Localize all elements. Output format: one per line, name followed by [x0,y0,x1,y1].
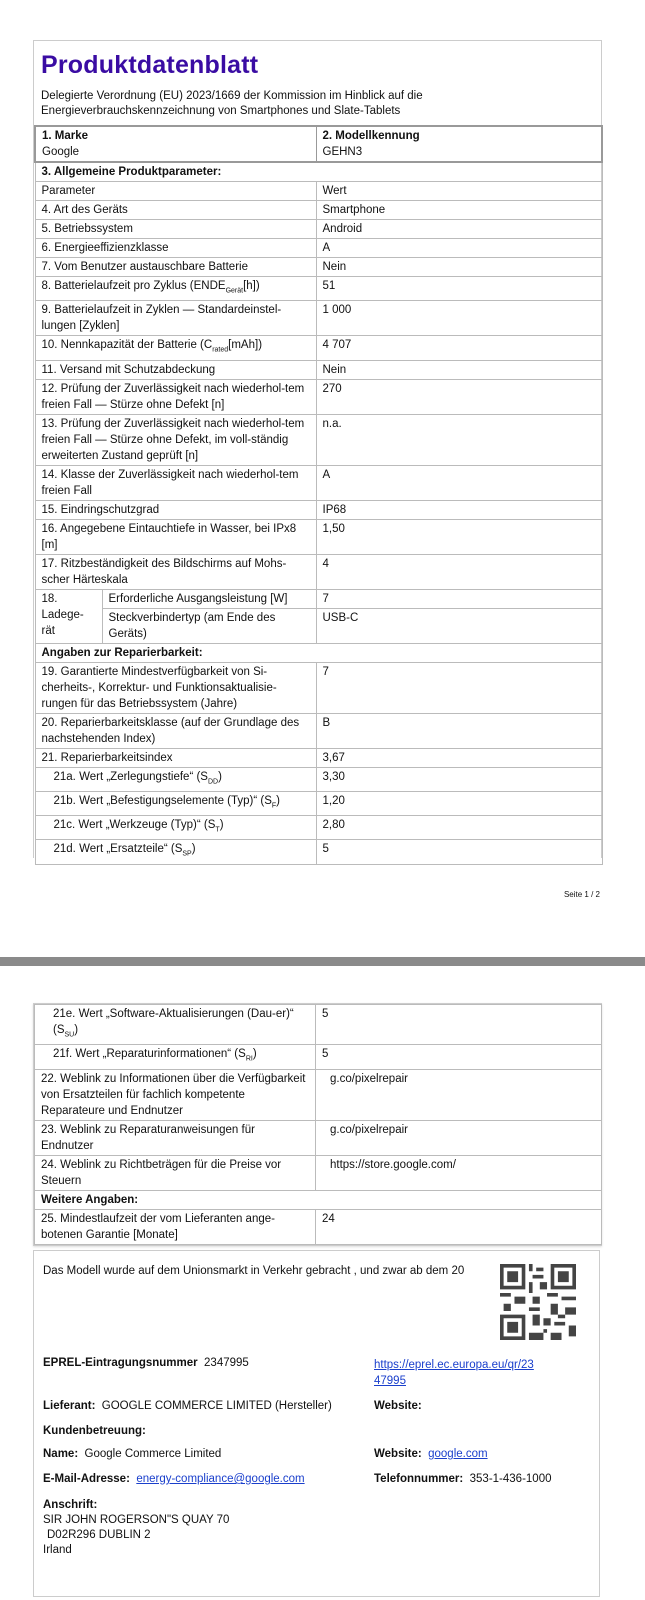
subtitle-line: Energieverbrauchskennzeichnung von Smartphones und Slate-Tablets [41,105,401,117]
parameter-value: Nein [316,360,602,379]
parameter-value: 5 [316,1045,602,1069]
label-text: 3. Allgemeine Produktparameter: [41,166,222,178]
address-block [43,1498,229,1558]
parameter-label [35,301,316,336]
charger-connector-value: USB-C [316,608,602,643]
datasheet-page-1 [33,40,602,858]
table-row [35,1209,602,1244]
market-text: Das Modell wurde auf dem Unionsmarkt in Verkehr gebracht , und zwar ab dem 20 [43,1265,465,1277]
label-text: 21d. Wert „Ersatzteile“ (S [53,843,183,856]
parameter-label [35,201,316,220]
subtitle-line: Delegierte Verordnung (EU) 2023/1669 der Kommission im Hinblick auf die [41,90,423,102]
table-row [35,1120,602,1155]
label-text: 20. Reparierbarkeitsklasse (auf der Grundlage des nachstehenden Index) [41,716,300,745]
parameter-label [35,816,316,840]
qr-code-icon[interactable] [500,1262,576,1342]
label-suffix: ) [191,843,196,856]
eprel-link[interactable] [374,1357,534,1389]
label-subscript: T [215,826,220,834]
eprel-link-line: 47995 [374,1375,406,1387]
label-text: 21c. Wert „Werkzeuge (Typ)“ (S [53,819,216,832]
table-row [35,1005,602,1045]
parameter-value: 5 [316,840,602,864]
brand-cell [35,126,316,162]
label-suffix: ) [218,770,222,783]
label-text: 12. Prüfung der Zuverlässigkeit nach wiederhol-tem freien Fall — Stürze ohne Defekt [n] [41,382,305,411]
parameter-label [35,414,316,465]
table-row [35,713,602,748]
parameter-value: IP68 [316,500,602,519]
table-row [35,1045,602,1069]
email-link[interactable]: energy-compliance@google.com [136,1473,305,1485]
regulation-subtitle [41,89,601,119]
parameter-value: 3,30 [316,767,602,791]
eprel-row [43,1357,249,1369]
website-link[interactable]: google.com [428,1448,488,1460]
table-row [35,201,602,220]
address-line: SIR JOHN ROGERSON"S QUAY 70 [43,1514,230,1526]
parameter-label [35,500,316,519]
label-subscript: Gerät [225,287,244,295]
table-row [35,1069,602,1120]
table-row [35,519,602,554]
email-label: E-Mail-Adresse: [43,1473,130,1485]
phone-value: 353-1-436-1000 [469,1473,552,1485]
label-suffix: ) [74,1024,79,1036]
table-row [35,767,602,791]
table-row [35,360,602,379]
parameter-value: B [316,713,602,748]
label-text: 21e. Wert „Software-Aktualisierungen (Dau-er)“ (S [53,1008,294,1036]
label-text: 7. Vom Benutzer austauschbare Batterie [41,261,248,273]
label-text: Parameter [41,185,96,197]
phone-row [374,1473,551,1485]
section-header-row [35,1190,602,1209]
name-value: Google Commerce Limited [84,1448,222,1460]
parameter-label [35,748,316,767]
parameter-value: g.co/pixelrepair [316,1069,602,1120]
brand-value: Google [42,146,80,158]
parameter-label [35,1209,316,1244]
label-text: 21a. Wert „Zerlegungstiefe“ (S [53,770,208,783]
label-text: 14. Klasse der Zuverlässigkeit nach wiederhol-tem freien Fall [41,468,299,497]
supplier-row [43,1400,332,1412]
label-text: 10. Nennkapazität der Batterie (C [41,339,213,352]
label-text: Angaben zur Reparierbarkeit: [41,646,203,659]
brand-model-row [35,126,602,162]
name-label: Name: [43,1448,79,1460]
section-header-row [35,162,602,182]
address-label: Anschrift: [43,1499,98,1511]
label-text: 24. Weblink zu Richtbeträgen für die Preise vor Steuern [41,1158,282,1187]
table-row [35,791,602,815]
website2-label: Website: [374,1448,422,1460]
section-header [35,1190,602,1209]
table-row [35,662,602,713]
table-row [35,414,602,465]
charger-label: 18. Ladege-rät [35,589,102,643]
website-label: Website: [374,1400,422,1412]
label-text: Weitere Angaben: [41,1193,139,1206]
parameter-label [35,713,316,748]
parameter-value: 24 [316,1209,602,1244]
label-suffix: [h]) [243,280,260,292]
parameter-label [35,791,316,815]
parameter-label [35,379,316,414]
eprel-link-line: https://eprel.ec.europa.eu/qr/23 [374,1359,534,1371]
section-header [35,643,602,662]
table-row [35,816,602,840]
label-text: 15. Eindringschutzgrad [41,503,160,516]
charger-row [35,608,602,643]
table-row [35,220,602,239]
label-text: 19. Garantierte Mindestverfügbarkeit von Si-cherheits-, Korrektur- und Funktionsaktualisie-rungen für das Betriebssystem (Jahre) [41,665,277,710]
parameter-value: Nein [316,258,602,277]
table-row [35,379,602,414]
parameter-label [35,277,316,301]
parameter-label [35,1045,316,1069]
label-subscript: DD [207,777,219,785]
label-suffix: [mAh]) [228,339,263,352]
parameter-value: 1,50 [316,519,602,554]
parameter-label [35,1069,316,1120]
email-row [43,1473,305,1485]
label-subscript: rated [212,346,229,354]
label-subscript: F [271,802,277,810]
parameter-value: A [316,239,602,258]
label-suffix: ) [252,1048,257,1061]
page-number: Seite 1 / 2 [563,890,600,899]
parameter-label [35,554,316,589]
parameter-value: g.co/pixelrepair [316,1120,602,1155]
label-text: 4. Art des Geräts [41,204,128,216]
parameter-label [35,840,316,864]
label-suffix: ) [219,819,224,832]
datasheet-page-2 [33,1003,602,1246]
label-text: 25. Mindestlaufzeit der vom Lieferanten ange-botenen Garantie [Monate] [41,1212,275,1241]
parameter-value: 270 [316,379,602,414]
parameter-value: Smartphone [316,201,602,220]
customer-service-heading: Kundenbetreuung: [43,1425,146,1437]
page-title: Produktdatenblatt [41,51,259,79]
parameter-value: Android [316,220,602,239]
eprel-value: 2347995 [204,1357,249,1369]
parameter-label [35,239,316,258]
label-text: 5. Betriebssystem [41,223,133,235]
table-row [35,500,602,519]
label-text: 21b. Wert „Befestigungselemente (Typ)“ (S [53,794,272,807]
charger-power-value: 7 [316,589,602,608]
charger-connector-label: Steckverbindertyp (am Ende des Geräts) [102,608,316,643]
table-row [35,1155,602,1190]
parameter-value: 5 [316,1005,602,1045]
label-text: 9. Batterielaufzeit in Zyklen — Standardeinstel-lungen [Zyklen] [41,304,282,333]
supplier-info-box [33,1250,600,1597]
address-line: Irland [43,1544,72,1556]
supplier-value: GOOGLE COMMERCE LIMITED (Hersteller) [101,1400,332,1412]
parameter-value: n.a. [316,414,602,465]
label-text: 8. Batterielaufzeit pro Zyklus (ENDE [41,280,226,292]
parameter-value: https://store.google.com/ [316,1155,602,1190]
parameter-label [35,1155,316,1190]
table-row [35,554,602,589]
label-text: 21f. Wert „Reparaturinformationen“ (S [53,1048,246,1061]
parameter-label [35,519,316,554]
table-row [35,239,602,258]
table-row [35,465,602,500]
table-row [35,182,602,201]
label-text: 22. Weblink zu Informationen über die Verfügbarkeit von Ersatzteilen für fachlich kompetente Reparateure und Endnutzer [41,1072,306,1117]
table-row [35,258,602,277]
parameter-value: 2,80 [316,816,602,840]
label-text: 17. Ritzbeständigkeit des Bildschirms auf Mohs-scher Härteskala [41,557,287,586]
parameter-label [35,258,316,277]
parameter-label [35,465,316,500]
name-row [43,1448,221,1460]
parameter-label [35,220,316,239]
parameter-value: 1,20 [316,791,602,815]
parameter-value: Wert [316,182,602,201]
label-subscript: SP [182,850,192,858]
parameter-label [35,360,316,379]
label-text: 23. Weblink zu Reparaturanweisungen für Endnutzer [41,1123,255,1152]
label-text: 13. Prüfung der Zuverlässigkeit nach wiederhol-tem freien Fall — Stürze ohne Defekt, im voll-ständig erweiterten Zustand geprüft [n] [41,417,305,462]
parameter-label [35,662,316,713]
table-row [35,301,602,336]
label-text: 21. Reparierbarkeitsindex [41,751,173,764]
table-row [35,748,602,767]
parameter-label [35,336,316,360]
website2-row [374,1448,488,1460]
page-divider [0,957,645,966]
parameter-value: 3,67 [316,748,602,767]
parameter-value: 4 707 [316,336,602,360]
phone-label: Telefonnummer: [374,1473,464,1485]
label-subscript: SU [64,1031,75,1039]
product-table-continued [34,1004,602,1245]
label-subscript: RI [245,1055,253,1063]
parameter-value: 1 000 [316,301,602,336]
parameter-value: 51 [316,277,602,301]
table-row [35,336,602,360]
model-value: GEHN3 [322,146,363,158]
label-text: 16. Angegebene Eintauchtiefe in Wasser, bei IPx8 [m] [41,522,297,551]
model-cell [316,126,602,162]
charger-power-label: Erforderliche Ausgangsleistung [W] [102,589,316,608]
parameter-value: 4 [316,554,602,589]
parameter-label [35,767,316,791]
table-row [35,840,602,864]
supplier-label: Lieferant: [43,1400,96,1412]
parameter-value: 7 [316,662,602,713]
model-label: 2. Modellkennung [322,130,420,142]
label-text: 11. Versand mit Schutzabdeckung [41,363,216,376]
eprel-label: EPREL-Eintragungsnummer [43,1357,198,1369]
parameter-label [35,1120,316,1155]
charger-row [35,589,602,608]
label-text: 6. Energieeffizienzklasse [41,242,169,254]
address-line: D02R296 DUBLIN 2 [47,1529,151,1541]
section-header [35,162,602,182]
parameter-label [35,182,316,201]
parameter-value: A [316,465,602,500]
brand-label: 1. Marke [42,130,89,142]
table-row [35,277,602,301]
label-suffix: ) [276,794,281,807]
section-header-row [35,643,602,662]
parameter-label [35,1005,316,1045]
product-table [34,125,603,865]
